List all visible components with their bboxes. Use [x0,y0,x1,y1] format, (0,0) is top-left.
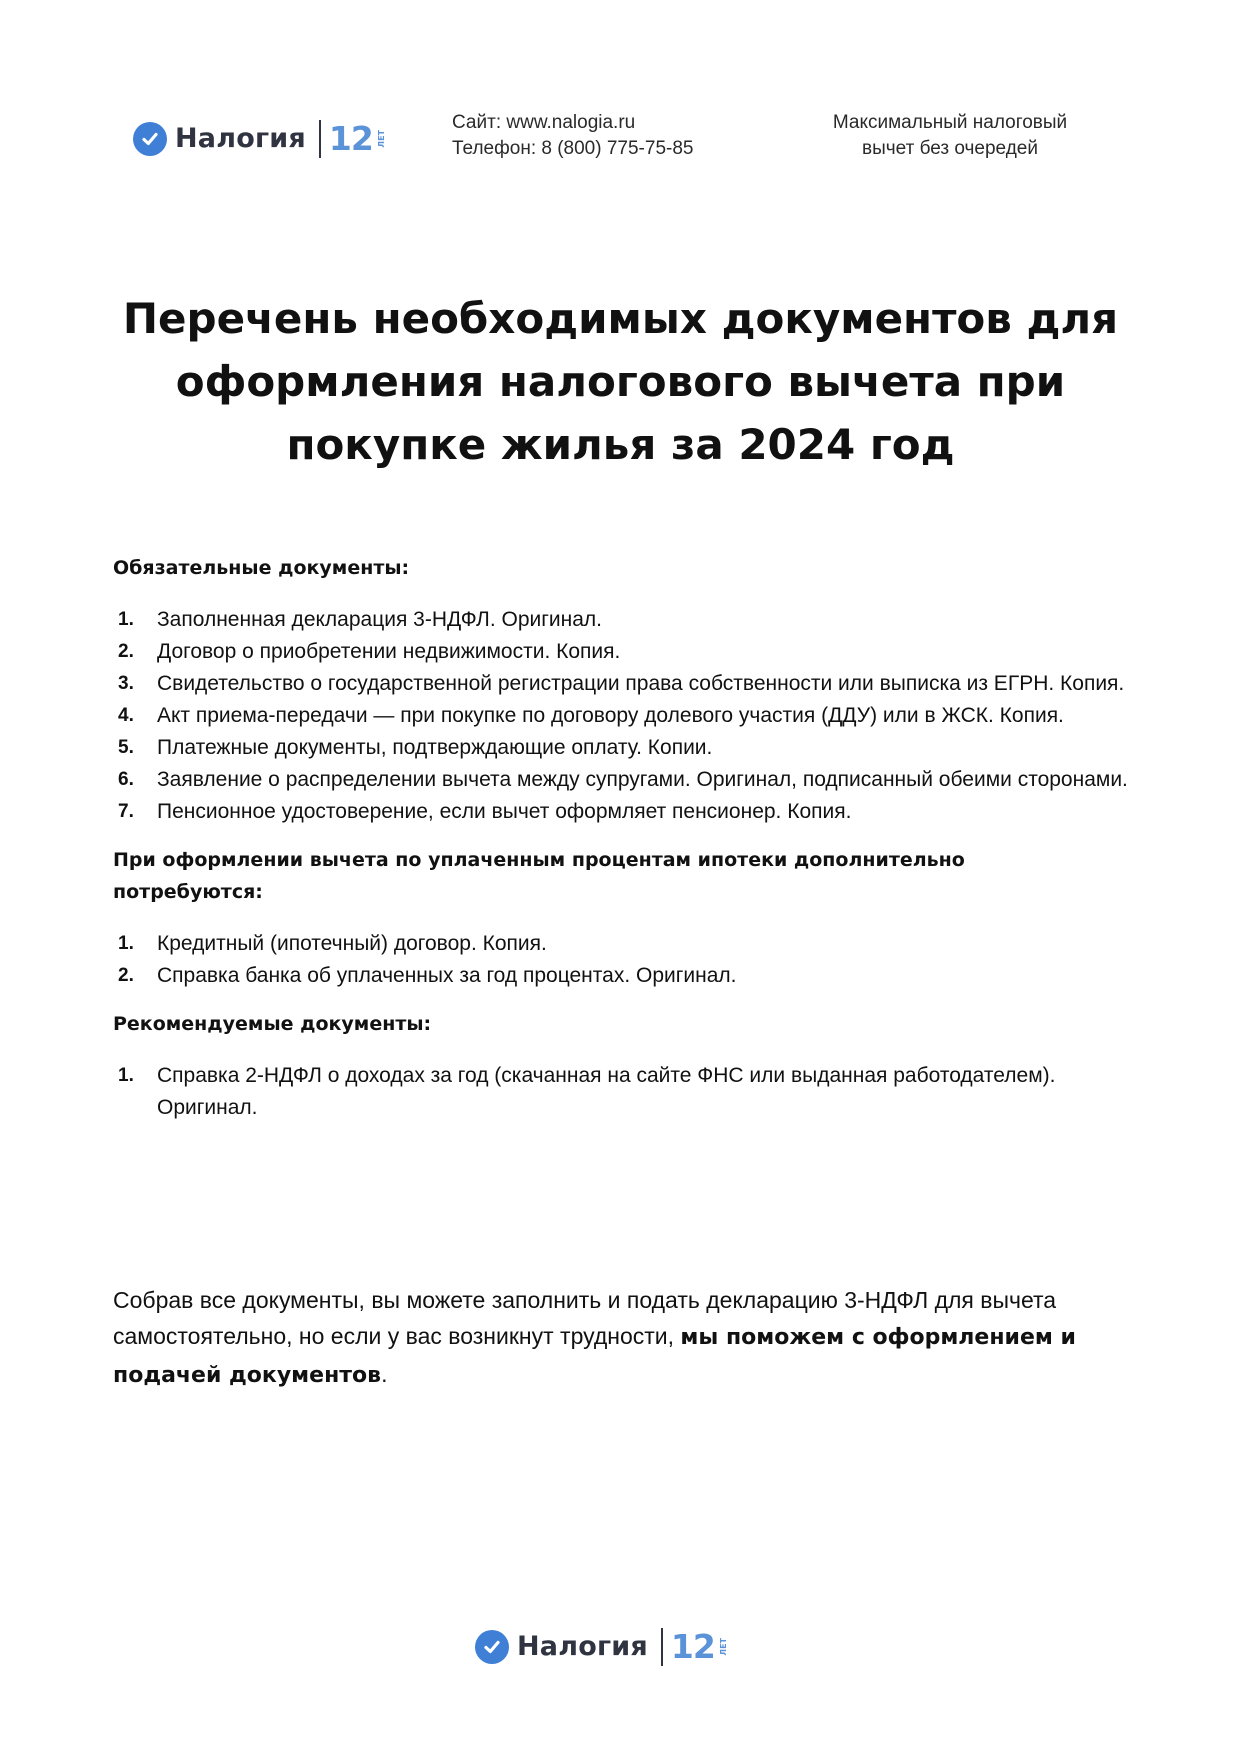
item-text: Свидетельство о государственной регистрации права собственности или выписка из ЕГРН. Копия. [157,672,1125,695]
list-item [113,604,1143,636]
item-number: 1. [118,933,134,954]
list-item [113,732,1143,764]
section-heading: Рекомендуемые документы: [113,1013,432,1035]
logo-divider [319,120,321,158]
header-contact [452,110,693,162]
years-number: 12 [670,1627,715,1666]
item-text: Справка банка об уплаченных за год процентах. Оригинал. [157,964,737,987]
item-number: 1. [118,1065,134,1086]
check-circle-icon [133,122,167,156]
item-number: 2. [118,641,134,662]
title-line-3: покупке жилья за 2024 год [286,420,955,469]
item-number: 7. [118,801,134,822]
title-line-1: Перечень необходимых документов для [122,294,1119,343]
years-word-text: ЛЕТ [376,129,386,148]
closing-bold: мы поможем с оформлением и подачей документов [113,1325,1076,1388]
item-number: 6. [118,769,134,790]
years-word [719,1638,728,1656]
item-text: Договор о приобретении недвижимости. Копия. [157,640,621,663]
list-item [113,764,1143,796]
section-required [113,552,1143,828]
list-item [113,928,1143,960]
item-text: Заявление о распределении вычета между супругами. Оригинал, подписанный обеими сторонами. [157,768,1128,791]
slogan-line-2: вычет без очередей [862,138,1038,159]
years-word [377,130,386,148]
closing-paragraph [113,1282,1133,1394]
slogan-line-1: Максимальный налоговый [832,112,1068,133]
section-mortgage [113,844,1143,992]
page-title [80,287,1161,476]
list-item [113,636,1143,668]
logo-divider [661,1628,663,1666]
brand-name: Налогия [175,123,306,154]
item-text: Справка 2-НДФЛ о доходах за год (скачанная на сайте ФНС или выданная работодателем). Оригинал. [157,1064,1056,1119]
item-number: 1. [118,609,134,630]
required-documents-list [113,604,1143,828]
site-link[interactable]: Сайт: www.nalogia.ru [452,112,636,133]
footer-logo [475,1627,728,1666]
header-slogan [790,110,1110,162]
check-circle-icon [475,1630,509,1664]
list-item [113,960,1143,992]
years-word-text: ЛЕТ [718,1637,728,1656]
section-recommended [113,1008,1143,1124]
recommended-documents-list [113,1060,1143,1124]
item-number: 4. [118,705,134,726]
item-text: Заполненная декларация 3-НДФЛ. Оригинал. [157,608,602,631]
closing-text: Собрав все документы, вы можете заполнить и подать декларацию 3-НДФЛ для вычета самостоятельно, но если у вас возникнут трудности, [113,1287,1057,1349]
list-item [113,1060,1143,1124]
list-item [113,796,1143,828]
item-text: Платежные документы, подтверждающие оплату. Копии. [157,736,713,759]
brand-name: Налогия [517,1631,648,1662]
closing-end: . [381,1361,388,1387]
list-item [113,700,1143,732]
title-line-2: оформления налогового вычета при [175,357,1066,406]
list-item [113,668,1143,700]
item-text: Кредитный (ипотечный) договор. Копия. [157,932,547,955]
years-number: 12 [328,119,373,158]
section-heading: При оформлении вычета по уплаченным процентам ипотеки дополнительно потребуются: [113,849,965,903]
section-heading: Обязательные документы: [113,557,410,579]
item-number: 3. [118,673,134,694]
header-logo [133,119,386,158]
item-number: 5. [118,737,134,758]
item-text: Пенсионное удостоверение, если вычет оформляет пенсионер. Копия. [157,800,852,823]
phone-link[interactable]: Телефон: 8 (800) 775-75-85 [452,138,694,159]
mortgage-documents-list [113,928,1143,992]
item-text: Акт приема-передачи — при покупке по договору долевого участия (ДДУ) или в ЖСК. Копия. [157,704,1064,727]
item-number: 2. [118,965,134,986]
document-content [113,552,1143,1124]
